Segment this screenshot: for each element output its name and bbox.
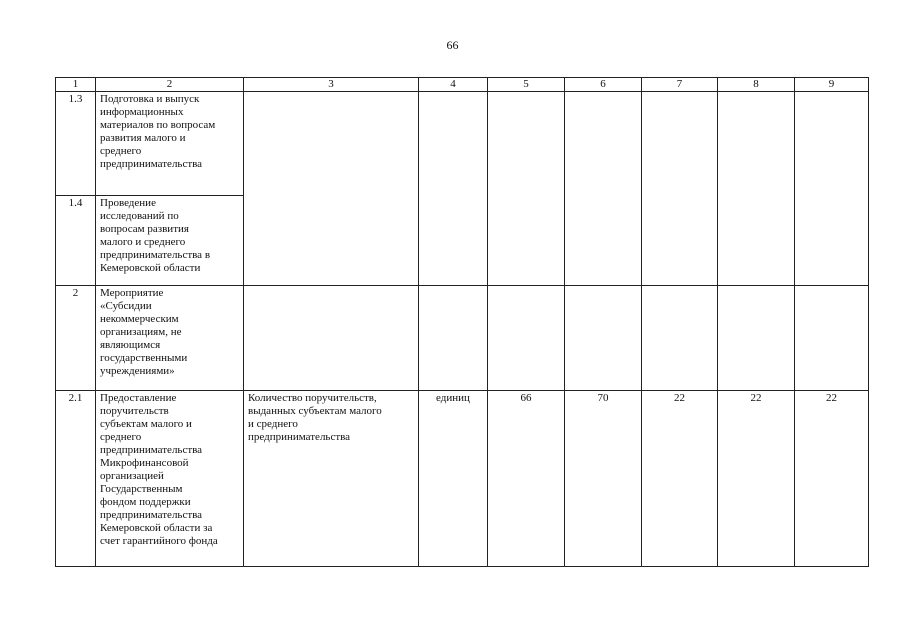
- value-cell: 22: [718, 391, 795, 567]
- header-cell-4: 4: [419, 78, 488, 92]
- header-cell-7: 7: [642, 78, 718, 92]
- measure-name: Предоставление поручительств субъектам малого и среднего предпринимательства Микрофинансовой организацией Государственным фондом поддержки предпринимательства Кемеровской области за счет гарантийного фонда: [96, 391, 244, 567]
- value-cell: [718, 286, 795, 391]
- value-cell: [642, 286, 718, 391]
- value-cell: [488, 92, 565, 286]
- measure-name: Подготовка и выпуск информационных материалов по вопросам развития малого и среднего предпринимательства: [96, 92, 244, 196]
- row-number: 1.3: [56, 92, 96, 196]
- program-table: [55, 77, 869, 567]
- unit-cell: единиц: [419, 391, 488, 567]
- measure-name: Проведение исследований по вопросам развития малого и среднего предпринимательства в Кемеровской области: [96, 196, 244, 286]
- value-cell: [565, 286, 642, 391]
- header-cell-2: 2: [96, 78, 244, 92]
- header-cell-9: 9: [795, 78, 869, 92]
- table-row: [56, 92, 869, 196]
- value-cell: [488, 286, 565, 391]
- header-row: [56, 78, 869, 92]
- value-cell: [795, 286, 869, 391]
- header-cell-3: 3: [244, 78, 419, 92]
- header-cell-6: 6: [565, 78, 642, 92]
- value-cell: [718, 92, 795, 286]
- header-cell-1: 1: [56, 78, 96, 92]
- table-row: [56, 286, 869, 391]
- indicator-cell: Количество поручительств, выданных субъектам малого и среднего предпринимательства: [244, 391, 419, 567]
- indicator-cell: [244, 286, 419, 391]
- value-cell: [795, 92, 869, 286]
- table-row: [56, 391, 869, 567]
- header-cell-5: 5: [488, 78, 565, 92]
- measure-name: Мероприятие «Субсидии некоммерческим организациям, не являющимся государственными учреждениями»: [96, 286, 244, 391]
- value-cell: 70: [565, 391, 642, 567]
- header-cell-8: 8: [718, 78, 795, 92]
- unit-cell: [419, 286, 488, 391]
- value-cell: [565, 92, 642, 286]
- value-cell: 22: [642, 391, 718, 567]
- page-number: 66: [446, 38, 459, 52]
- row-number: 2: [56, 286, 96, 391]
- value-cell: [642, 92, 718, 286]
- unit-cell: [419, 92, 488, 286]
- value-cell: 22: [795, 391, 869, 567]
- value-cell: 66: [488, 391, 565, 567]
- row-number: 1.4: [56, 196, 96, 286]
- row-number: 2.1: [56, 391, 96, 567]
- indicator-cell: [244, 92, 419, 286]
